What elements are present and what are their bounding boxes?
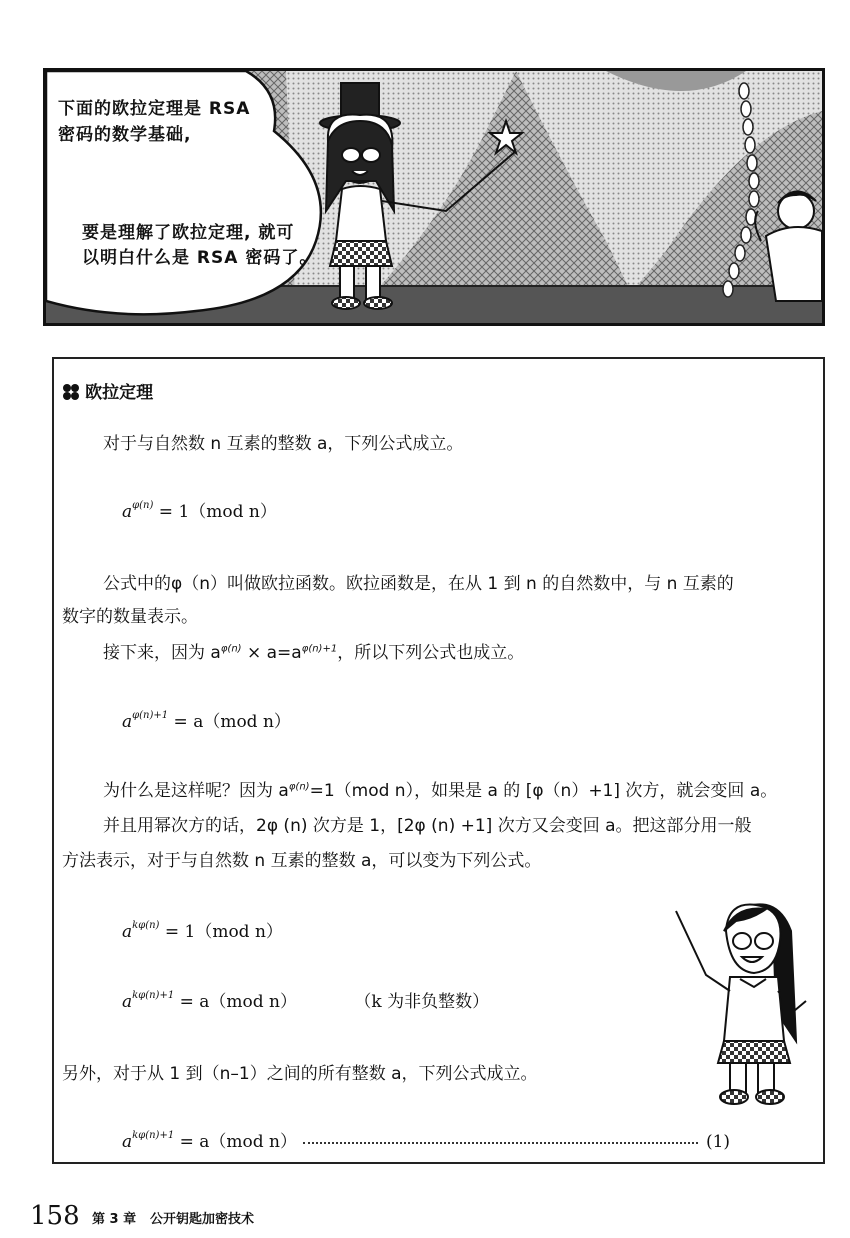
paragraph: 并且用幂次方的话，2φ (n) 次方是 1，[2φ (n) +1] 次方又会变回 a。把这部分用一般 bbox=[103, 816, 752, 836]
paragraph: 接下来，因为 $a^{\varphi(n)} \times a=a^{\varphi(n)+1}$，所以下列公式也成立。 bbox=[103, 643, 525, 663]
paragraph: 公式中的φ（n）叫做欧拉函数。欧拉函数是，在从 1 到 n 的自然数中，与 n 互素的 bbox=[103, 574, 734, 594]
equation-label: (1) bbox=[705, 1132, 731, 1152]
formula-5: $a^{k\varphi(n)+1} = a(mod$ n） (1) bbox=[122, 1130, 731, 1152]
bubble-line: 密码的数学基础, bbox=[58, 125, 192, 145]
paragraph: 方法表示，对于与自然数 n 互素的整数 a，可以变为下列公式。 bbox=[62, 851, 542, 871]
formula-3: $a^{k\varphi(n)} = 1(mod$ n） bbox=[122, 920, 283, 942]
bubble-line: 以明白什么是 RSA 密码了。 bbox=[82, 248, 318, 268]
paragraph: 数字的数量表示。 bbox=[62, 607, 198, 627]
paragraph: 另外，对于从 1 到（n–1）之间的所有整数 a，下列公式成立。 bbox=[62, 1064, 538, 1084]
chapter-label: 第 3 章 bbox=[92, 1212, 137, 1227]
formula-4: $a^{k\varphi(n)+1} = a(mod$ n） （k 为非负整数） bbox=[122, 990, 490, 1012]
theorem-title: 欧拉定理 bbox=[85, 383, 154, 403]
bubble-line: 要是理解了欧拉定理, 就可 bbox=[82, 223, 295, 243]
paragraph: 对于与自然数 n 互素的整数 a，下列公式成立。 bbox=[103, 434, 464, 454]
bubble-line: 下面的欧拉定理是 RSA bbox=[58, 99, 251, 119]
girl-pointer-illustration bbox=[666, 891, 816, 1111]
theorem-box bbox=[52, 357, 825, 1164]
box-heading bbox=[62, 378, 153, 403]
formula-1: $a^{\varphi(n)} = 1(mod$ n） bbox=[122, 500, 277, 522]
formula-2: $a^{\varphi(n)+1} = a(mod$ n） bbox=[122, 710, 291, 732]
comic-panel bbox=[43, 68, 825, 326]
section-label: 公开钥匙加密技术 bbox=[150, 1212, 255, 1227]
page-number: 158 bbox=[30, 1201, 80, 1231]
paragraph: 为什么是这样呢？因为 $a^{\varphi(n)}=1(mod$ n），如果是 a 的 [φ（n）+1] 次方，就会变回 a。 bbox=[103, 781, 778, 801]
formula-note: （k 为非负整数） bbox=[354, 992, 490, 1012]
clover-icon bbox=[62, 383, 80, 401]
